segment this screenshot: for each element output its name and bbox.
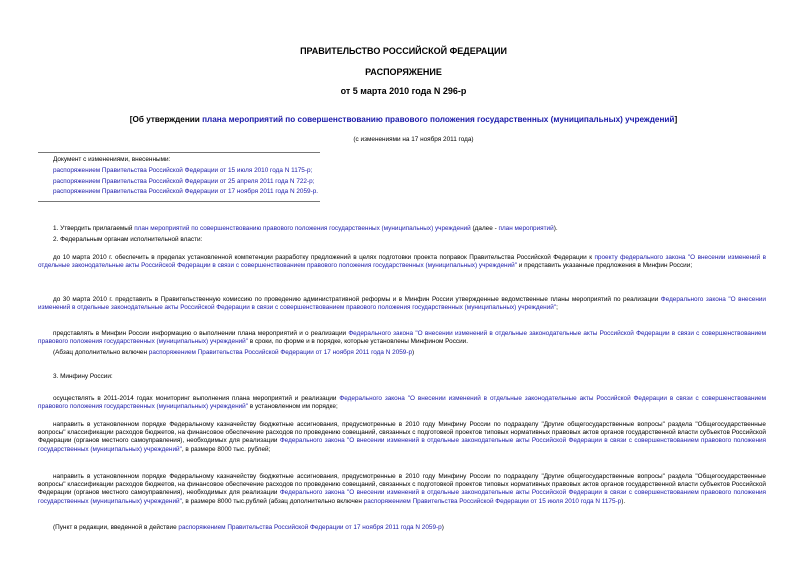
paragraph-8: направить в установленном порядке Федеральному казначейству бюджетные ассигнования, предусмотренные в 2010 году Минфину России по подразделу "Другие общегосударственные вопросы" раздела "Общегосударственные вопросы" классификации расходов бюджетов, на финансовое обеспечение расходов по проведению совещаний, связанных с подготовкой проектов типовых нормативных правовых актов органов государственной власти субъектов Российской Федерации (органов местного самоуправления), необходимых для реализации Федерального закона "О внесении изменений в отдельные законодательные акты Российской Федерации в связи с совершенствованием правового положения государственных (муниципальных) учреждений", в размере 8000 тыс. рублей; (38, 421, 766, 453)
paragraph-9: направить в установленном порядке Федеральному казначейству бюджетные ассигнования, предусмотренные в 2010 году Минфину России по подразделу "Другие общегосударственные вопросы" раздела "Общегосударственные вопросы" классификации расходов бюджетов, на финансовое обеспечение расходов по проведению совещаний, связанных с подготовкой проектов типовых нормативных правовых актов органов государственной власти субъектов Российской Федерации (органов местного самоуправления), необходимых для реализации Федерального закона "О внесении изменений в отдельные законодательные акты Российской Федерации в связи с совершенствованием правового положения государственных (муниципальных) учреждений", в размере 8000 тыс.рублей (абзац дополнительно включен распоряжением Правительства Российской Федерации от 15 июля 2010 года N 1175-р). (38, 473, 766, 505)
paragraph-7: осуществлять в 2011-2014 годах мониторинг выполнения плана мероприятий и реализации Федерального закона "О внесении изменений в отдельные законодательные акты Российской Федерации в связи с совершенствованием правового положения государственных (муниципальных) учреждений" в установленном им порядке; (38, 395, 766, 411)
title-close: ] (674, 115, 678, 124)
paragraph-5-note: (Абзац дополнительно включен распоряжением Правительства Российской Федерации от 17 ноября 2011 года N 2059-р) (53, 349, 415, 356)
note-link-2[interactable]: распоряжением Правительства Российской Федерации от 17 ноября 2011 года N 2059-р (178, 524, 442, 531)
change-link-3[interactable]: распоряжением Правительства Российской Федерации от 17 ноября 2011 года N 2059-р. (53, 188, 319, 195)
paragraph-5: представлять в Минфин России информацию о выполнении плана мероприятий и о реализации Федерального закона "О внесении изменений в отдельные законодательные акты Российской Федерации в связи с совершенствованием правового положения государственных (муниципальных) учреждений" в сроки, по форме и в порядке, которые установлены Минфином России. (38, 330, 766, 346)
paragraph-3: до 10 марта 2010 г. обеспечить в пределах установленной компетенции разработку предложений в целях подготовки проекта поправок Правительства Российской Федерации к проекту федерального закона "О внесении изменений в отдельные законодательные акты Российской Федерации в связи с совершенствованием правового положения государственных (муниципальных) учреждений" и представить указанные предложения в Минфин России; (38, 254, 766, 270)
paragraph-9-note: (Пункт в редакции, введенной в действие распоряжением Правительства Российской Федерации от 17 ноября 2011 года N 2059-р) (53, 524, 444, 531)
paragraph-6: 3. Минфину России: (53, 373, 113, 380)
change-link-1[interactable]: распоряжением Правительства Российской Федерации от 15 июля 2010 года N 1175-р; (53, 167, 313, 174)
document-title (0, 115, 807, 124)
title-link[interactable]: плана мероприятий по совершенствованию правового положения государственных (муниципальных) учреждений (202, 115, 675, 124)
federal-law-link-1[interactable]: Федерального закона "О внесении изменений в отдельные законодательные акты Российской Федерации в связи с совершенствованием правового положения государственных (муниципальных) учреждений" (38, 296, 766, 312)
federal-law-link-2[interactable]: Федерального закона "О внесении изменений в отдельные законодательные акты Российской Федерации в связи с совершенствованием правового положения государственных (муниципальных) учреждений" (38, 330, 766, 346)
federal-law-link-3[interactable]: Федерального закона "О внесении изменений в отдельные законодательные акты Российской Федерации в связи с совершенствованием правового положения государственных (муниципальных) учреждений" (38, 395, 766, 411)
paragraph-2: 2. Федеральным органам исполнительной власти: (53, 236, 203, 243)
amendment-link-1175[interactable]: распоряжением Правительства Российской Федерации от 15 июля 2010 года N 1175-р (363, 497, 622, 505)
document-type: РАСПОРЯЖЕНИЕ (365, 67, 442, 77)
top-divider (38, 152, 320, 153)
paragraph-4: до 30 марта 2010 г. представить в Правительственную комиссию по проведению административной реформы и в Минфин России утвержденные ведомственные планы мероприятий по реализации Федерального закона "О внесении изменений в отдельные законодательные акты Российской Федерации в связи с совершенствованием правового положения государственных (муниципальных) учреждений"; (38, 296, 766, 312)
plan-link[interactable]: план мероприятий по совершенствованию правового положения государственных (муниципальных) учреждений (134, 225, 471, 232)
bottom-divider (38, 201, 320, 202)
amendment-note: (с изменениями на 17 ноября 2011 года) (353, 136, 474, 143)
changes-intro: Документ с изменениями, внесенными: (53, 156, 171, 163)
draft-law-link[interactable]: проекту федерального закона "О внесении изменений в отдельные законодательные акты Российской Федерации в связи с совершенствованием правового положения государственных (муниципальных) учреждений" (38, 254, 766, 270)
government-heading: ПРАВИТЕЛЬСТВО РОССИЙСКОЙ ФЕДЕРАЦИИ (300, 46, 507, 56)
note-link-1[interactable]: распоряжением Правительства Российской Федерации от 17 ноября 2011 года N 2059-р (148, 349, 413, 356)
plan-short-link[interactable]: план мероприятий (498, 225, 554, 232)
federal-law-link-5[interactable]: Федерального закона "О внесении изменений в отдельные законодательные акты Российской Федерации в связи с совершенствованием правового положения государственных (муниципальных) учреждений" (38, 489, 766, 505)
change-link-2[interactable]: распоряжением Правительства Российской Федерации от 25 апреля 2011 года N 722-р; (53, 178, 315, 185)
document-date: от 5 марта 2010 года N 296-р (340, 86, 467, 96)
paragraph-1: 1. Утвердить прилагаемый план мероприятий по совершенствованию правового положения государственных (муниципальных) учреждений (далее - план мероприятий). (53, 225, 558, 232)
title-open: [Об утверждении (129, 115, 203, 124)
federal-law-link-4[interactable]: Федерального закона "О внесении изменений в отдельные законодательные акты Российской Федерации в связи с совершенствованием правового положения государственных (муниципальных) учреждений" (38, 437, 766, 453)
